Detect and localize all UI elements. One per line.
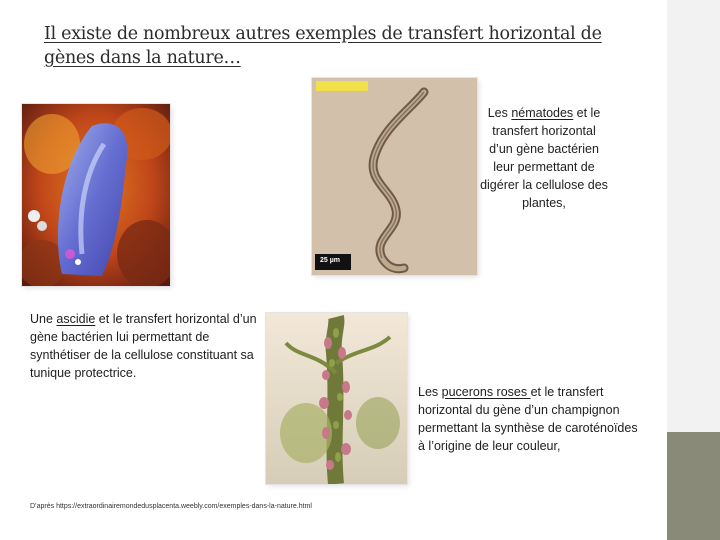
ascidie-caption [30, 310, 258, 382]
ascidie-caption-post: et le transfert horizontal d’un gène bactérien lui permettant de synthétiser de la cellulose constituant sa tunique protectrice. [30, 312, 257, 380]
nematode-caption [480, 104, 608, 212]
slide-title: Il existe de nombreux autres exemples de transfert horizontal de gènes dans la nature… [44, 24, 602, 68]
nematode-keyword: nématodes [511, 106, 574, 120]
puceron-caption [418, 383, 640, 455]
sidebar-accent-band [667, 432, 720, 540]
nematode-caption-pre: Les [487, 106, 512, 120]
puceron-keyword: pucerons roses [441, 385, 531, 399]
puceron-photo [266, 313, 407, 484]
nematode-photo [312, 78, 477, 275]
ascidie-keyword: ascidie [56, 312, 96, 326]
ascidie-photo [22, 104, 170, 286]
ascidie-caption-pre: Une [30, 312, 57, 326]
puceron-caption-pre: Les [418, 385, 442, 399]
scale-bar-label: 25 µm [320, 257, 340, 264]
puceron-caption-post: et le transfert horizontal du gène d’un champignon permettant la synthèse de caroténoïdes à l’origine de leur couleur, [418, 385, 638, 453]
nematode-caption-post: et le transfert horizontal d’un gène bactérien leur permettant de digérer la cellulose des plantes, [480, 106, 608, 210]
source-citation: D’après https://extraordinairemondedusplacenta.weebly.com/exemples-dans-la-nature.html [30, 503, 312, 510]
